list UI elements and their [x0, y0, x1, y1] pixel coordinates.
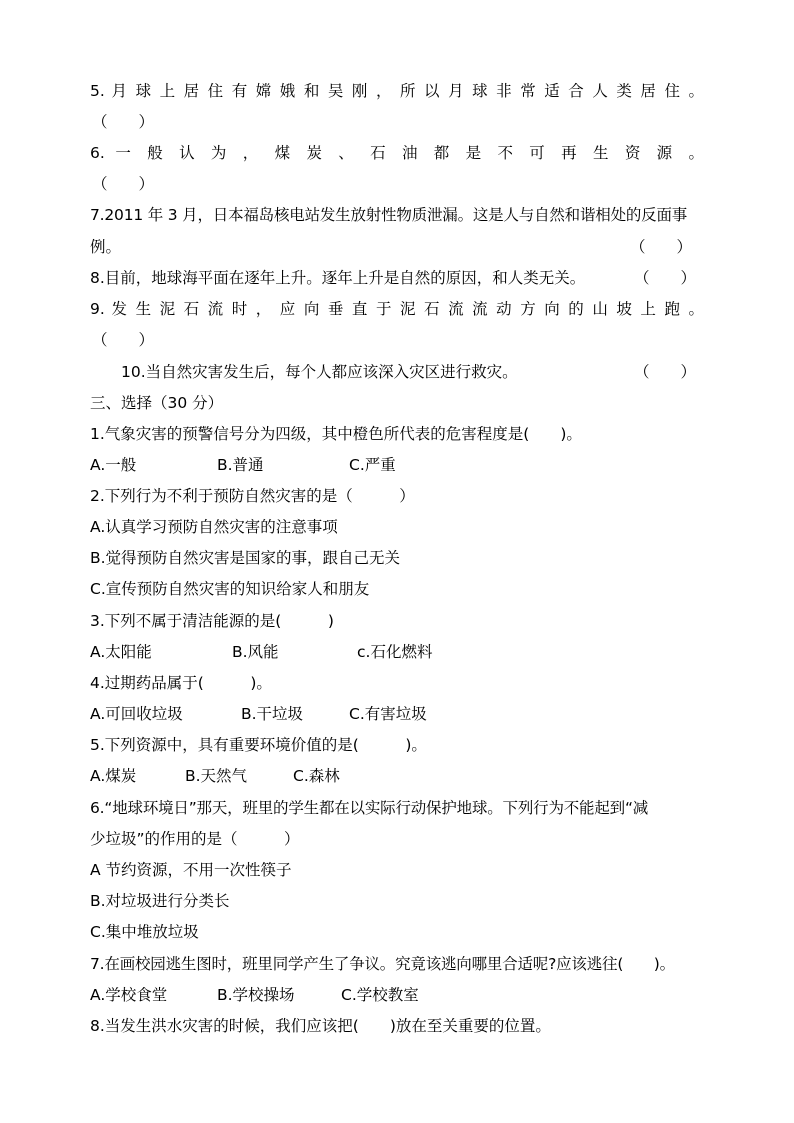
choice-q2-option-a[interactable]: A.认真学习预防自然灾害的注意事项	[90, 518, 338, 536]
choice-q7: 7.在画校园逃生图时，班里同学产生了争议。究竟该逃向哪里合适呢?应该逃往( )。	[90, 955, 675, 973]
choice-q6: 6.“地球环境日”那天，班里的学生都在以实际行动保护地球。下列行为不能起到“减	[90, 799, 649, 817]
choice-q2-option-b[interactable]: B.觉得预防自然灾害是国家的事，跟自己无关	[90, 549, 401, 567]
choice-q1: 1.气象灾害的预警信号分为四级，其中橙色所代表的危害程度是( )。	[90, 425, 582, 443]
judge-q7: 7.2011 年 3 月，日本福岛核电站发生放射性物质泄漏。这是人与自然和谐相处的反面事	[90, 206, 688, 224]
judge-q9-paren[interactable]: （ ）	[92, 331, 155, 349]
judge-q8-paren[interactable]: （ ）	[634, 269, 697, 287]
judge-q8: 8.目前，地球海平面在逐年上升。逐年上升是自然的原因，和人类无关。	[90, 269, 586, 287]
judge-q7-line2: 例。	[90, 238, 122, 256]
choice-q5-option-a[interactable]: A.煤炭	[90, 767, 137, 785]
choice-q5: 5.下列资源中，具有重要环境价值的是( )。	[90, 736, 427, 754]
judge-q5-paren[interactable]: （ ）	[92, 113, 155, 131]
judge-q9: 9. 发 生 泥 石 流 时 ， 应 向 垂 直 于 泥 石 流 流 动 方 向 的 山 坡 上 跑 。	[90, 300, 704, 318]
choice-q6-option-b[interactable]: B.对垃圾进行分类长	[90, 892, 230, 910]
choice-q5-option-b[interactable]: B.天然气	[185, 767, 248, 785]
choice-q1-option-c[interactable]: C.严重	[349, 456, 396, 474]
judge-q5: 5. 月 球 上 居 住 有 嫦 娥 和 吴 刚 ， 所 以 月 球 非 常 适 合 人 类 居 住 。	[90, 82, 704, 100]
judge-q6-paren[interactable]: （ ）	[92, 175, 155, 193]
judge-q7-paren[interactable]: （ ）	[630, 238, 693, 256]
choice-q7-option-c[interactable]: C.学校教室	[341, 986, 419, 1004]
choice-q2: 2.下列行为不利于预防自然灾害的是（ ）	[90, 487, 415, 505]
choice-q4-option-a[interactable]: A.可回收垃圾	[90, 705, 183, 723]
section-title-choice: 三、选择（30 分）	[90, 394, 224, 412]
choice-q4: 4.过期药品属于( )。	[90, 674, 272, 692]
choice-q7-option-a[interactable]: A.学校食堂	[90, 986, 168, 1004]
choice-q4-option-b[interactable]: B.干垃圾	[241, 705, 304, 723]
choice-q7-option-b[interactable]: B.学校操场	[217, 986, 295, 1004]
choice-q1-option-b[interactable]: B.普通	[217, 456, 264, 474]
choice-q3-option-a[interactable]: A.太阳能	[90, 643, 152, 661]
judge-q6: 6. 一 般 认 为 ， 煤 炭 、 石 油 都 是 不 可 再 生 资 源 。	[90, 144, 704, 162]
choice-q4-option-c[interactable]: C.有害垃圾	[349, 705, 427, 723]
choice-q3-option-b[interactable]: B.风能	[232, 643, 279, 661]
judge-q10-paren[interactable]: （ ）	[634, 363, 697, 381]
choice-q3: 3.下列不属于清洁能源的是( )	[90, 612, 334, 630]
choice-q3-option-c[interactable]: c.石化燃料	[357, 643, 433, 661]
choice-q6-option-a[interactable]: A 节约资源，不用一次性筷子	[90, 861, 292, 879]
choice-q5-option-c[interactable]: C.森林	[293, 767, 340, 785]
choice-q8: 8.当发生洪水灾害的时候，我们应该把( )放在至关重要的位置。	[90, 1017, 551, 1035]
judge-q10: 10.当自然灾害发生后，每个人都应该深入灾区进行救灾。	[121, 363, 518, 381]
choice-q1-option-a[interactable]: A.一般	[90, 456, 137, 474]
choice-q6-line2: 少垃圾”的作用的是（ ）	[90, 830, 300, 848]
choice-q2-option-c[interactable]: C.宣传预防自然灾害的知识给家人和朋友	[90, 580, 370, 598]
choice-q6-option-c[interactable]: C.集中堆放垃圾	[90, 923, 199, 941]
